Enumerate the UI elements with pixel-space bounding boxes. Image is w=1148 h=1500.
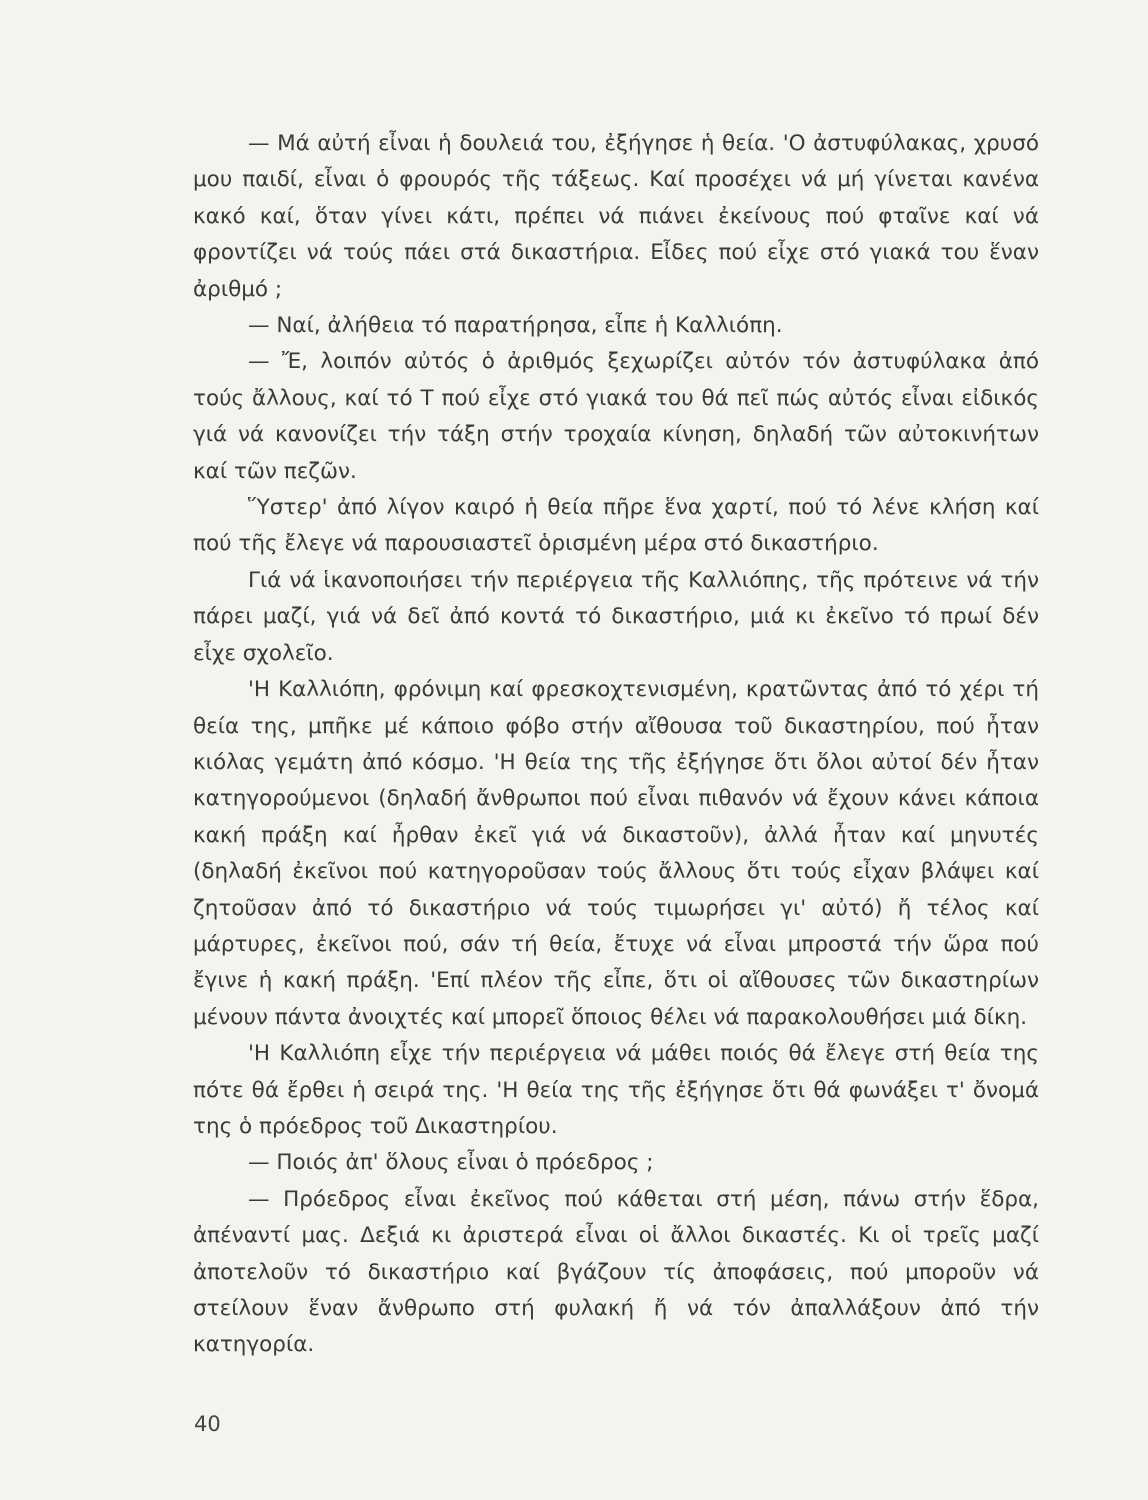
paragraph-3: — Ἔ, λοιπόν αὐτός ὁ ἀριθμός ξεχωρίζει αὐτόν τόν ἀστυφύλακα ἀπό τούς ἄλλους, καί τό Τ πού εἶχε στό γιακά του θά πεῖ πώς αὐτός εἶναι εἰδικός γιά νά κανονίζει τήν τάξη στήν τροχαία κίνηση, δηλαδή τῶν αὐτοκινήτων καί τῶν πεζῶν. (193, 349, 1039, 484)
body-text (193, 126, 1039, 1364)
page-number: 40 (194, 1412, 221, 1436)
paragraph-4: Ὕστερ' ἀπό λίγον καιρό ἡ θεία πῆρε ἕνα χαρτί, πού τό λένε κλήση καί πού τῆς ἔλεγε νά παρουσιαστεῖ ὁρισμένη μέρα στό δικαστήριο. (193, 495, 1039, 557)
paragraph-2: — Ναί, ἀλήθεια τό παρατήρησα, εἶπε ἡ Καλλιόπη. (248, 313, 783, 339)
paragraph-6: 'Η Καλλιόπη, φρόνιμη καί φρεσκοχτενισμένη, κρατῶντας ἀπό τό χέρι τή θεία της, μπῆκε μέ κάποιο φόβο στήν αἴθουσα τοῦ δικαστηρίου, πού ἦταν κιόλας γεμάτη ἀπό κόσμο. 'Η θεία της τῆς ἐξήγησε ὅτι ὅλοι αὐτοί δέν ἦταν κατηγορούμενοι (δηλαδή ἄνθρωποι πού εἶναι πιθανόν νά ἔχουν κάνει κάποια κακή πράξη καί ἦρθαν ἐκεῖ γιά νά δικαστοῦν), ἀλλά ἦταν καί μηνυτές (δηλαδή ἐκεῖνοι πού κατηγοροῦσαν τούς ἄλλους ὅτι τούς εἶχαν βλάψει καί ζητοῦσαν ἀπό τό δικαστήριο νά τούς τιμωρήσει γι' αὐτό) ἤ τέλος καί μάρτυρες, ἐκεῖνοι πού, σάν τή θεία, ἔτυχε νά εἶναι μπροστά τήν ὥρα πού ἔγινε ἡ κακή πράξη. 'Επί πλέον τῆς εἶπε, ὅτι οἱ αἴθουσες τῶν δικαστηρίων μένουν πάντα ἀνοιχτές καί μπορεῖ ὅποιος θέλει νά παρακολουθήσει μιά δίκη. (193, 677, 1039, 1030)
paragraph-8: — Ποιός ἀπ' ὅλους εἶναι ὁ πρόεδρος ; (248, 1150, 654, 1176)
paragraph-9: — Πρόεδρος εἶναι ἐκεῖνος πού κάθεται στή μέση, πάνω στήν ἕδρα, ἀπέναντί μας. Δεξιά κι ἀριστερά εἶναι οἱ ἄλλοι δικαστές. Κι οἱ τρεῖς μαζί ἀποτελοῦν τό δικαστήριο καί βγάζουν τίς ἀποφάσεις, πού μποροῦν νά στείλουν ἕναν ἄνθρωπο στή φυλακή ἤ νά τόν ἀπαλλάξουν ἀπό τήν κατηγορία. (193, 1186, 1039, 1358)
paragraph-7: 'Η Καλλιόπη εἶχε τήν περιέργεια νά μάθει ποιός θά ἔλεγε στή θεία της πότε θά ἔρθει ἡ σειρά της. 'Η θεία της τῆς ἐξήγησε ὅτι θά φωνάξει τ' ὄνομά της ὁ πρόεδρος τοῦ Δικαστηρίου. (193, 1041, 1039, 1139)
paragraph-1: — Μά αὐτή εἶναι ἡ δουλειά του, ἐξήγησε ἡ θεία. 'Ο ἀστυφύλακας, χρυσό μου παιδί, εἶναι ὁ φρουρός τῆς τάξεως. Καί προσέχει νά μή γίνεται κανένα κακό καί, ὅταν γίνει κάτι, πρέπει νά πιάνει ἐκείνους πού φταῖνε καί νά φροντίζει νά τούς πάει στά δικαστήρια. Εἶδες πού εἶχε στό γιακά του ἕναν ἀριθμό ; (193, 131, 1039, 302)
paragraph-5: Γιά νά ἱκανοποιήσει τήν περιέργεια τῆς Καλλιόπης, τῆς πρότεινε νά τήν πάρει μαζί, γιά νά δεῖ ἀπό κοντά τό δικαστήριο, μιά κι ἐκεῖνο τό πρωί δέν εἶχε σχολεῖο. (193, 567, 1039, 666)
